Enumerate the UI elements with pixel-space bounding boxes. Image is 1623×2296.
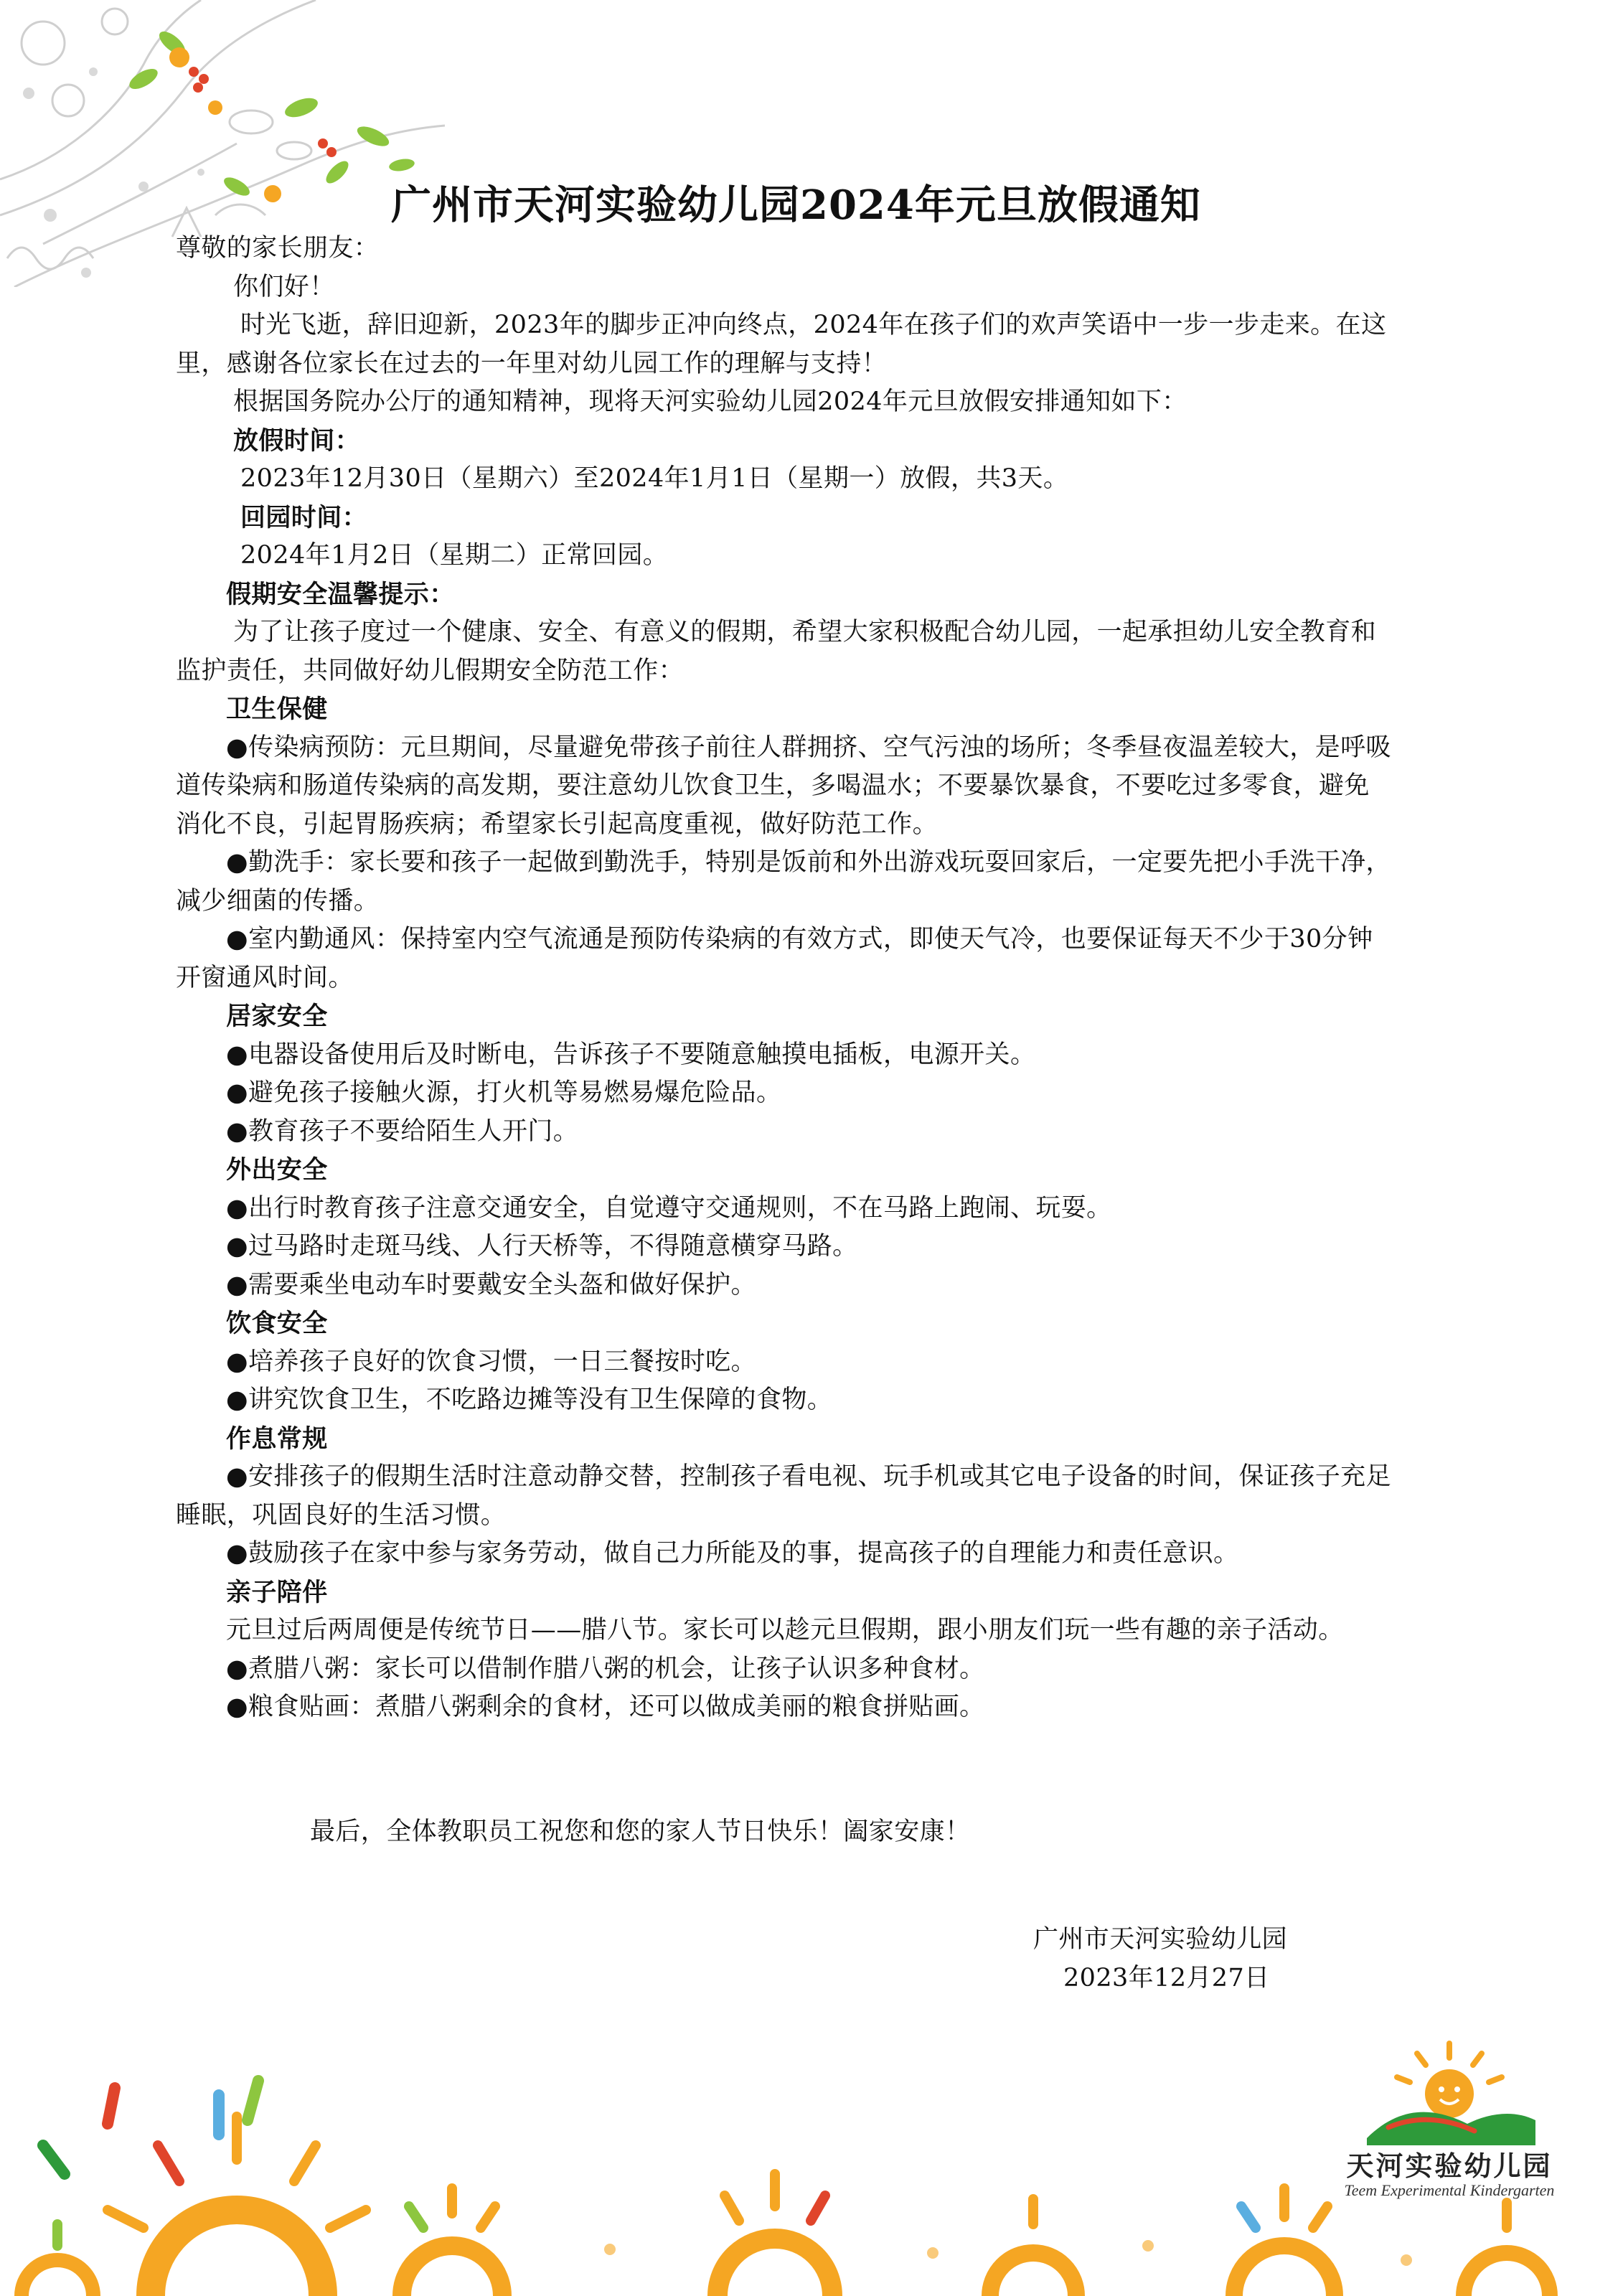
signature-org: 广州市天河实验幼儿园 [1033, 1925, 1288, 1954]
section-heading-home: 居家安全 [226, 1002, 328, 1031]
list-item: ●培养孩子良好的饮食习惯，一日三餐按时吃。 [226, 1347, 756, 1376]
notice-title: 广州市天河实验幼儿园2024年元旦放假通知 [391, 182, 1201, 229]
list-item: ●煮腊八粥：家长可以借制作腊八粥的机会，让孩子认识多种食材。 [226, 1654, 985, 1683]
safety-intro-line: 为了让孩子度过一个健康、安全、有意义的假期，希望大家积极配合幼儿园，一起承担幼儿安全教育和 [233, 618, 1377, 646]
section-heading-health: 卫生保健 [226, 695, 328, 724]
list-item: ●电器设备使用后及时断电，告诉孩子不要随意触摸电插板，电源开关。 [226, 1040, 1036, 1069]
list-item-continuation: 睡眠，巩固良好的生活习惯。 [176, 1500, 507, 1530]
list-item: ●过马路时走斑马线、人行天桥等，不得随意横穿马路。 [226, 1232, 858, 1261]
return-time-detail: 2024年1月2日（星期二）正常回园。 [240, 541, 669, 570]
list-item: ●避免孩子接触火源，打火机等易燃易爆危险品。 [226, 1078, 782, 1107]
list-item: ●室内勤通风：保持室内空气流通是预防传染病的有效方式，即使天气冷，也要保证每天不少于30分钟 [226, 925, 1373, 954]
list-item: ●鼓励孩子在家中参与家务劳动，做自己力所能及的事，提高孩子的自理能力和责任意识。 [226, 1539, 1239, 1568]
family-intro: 元旦过后两周便是传统节日——腊八节。家长可以趁元旦假期，跟小朋友们玩一些有趣的亲子活动。 [226, 1616, 1344, 1645]
intro-paragraph-line: 时光飞逝，辞旧迎新，2023年的脚步正冲向终点，2024年在孩子们的欢声笑语中一步一步走来。在这 [240, 311, 1387, 339]
return-time-heading: 回园时间： [240, 502, 368, 532]
list-item: ●出行时教育孩子注意交通安全，自觉遵守交通规则，不在马路上跑闹、玩耍。 [226, 1193, 1112, 1223]
list-item: ●需要乘坐电动车时要戴安全头盔和做好保护。 [226, 1270, 756, 1299]
notice-basis: 根据国务院办公厅的通知精神，现将天河实验幼儿园2024年元旦放假安排通知如下： [233, 387, 1187, 416]
list-item: ●传染病预防：元旦期间，尽量避免带孩子前往人群拥挤、空气污浊的场所；冬季昼夜温差较大，是呼吸 [226, 733, 1391, 762]
bottom-sun-decoration [0, 2066, 1623, 2296]
signature-block [1033, 1920, 1320, 1998]
safety-tips-heading: 假期安全温馨提示： [226, 579, 455, 609]
list-item: ●粮食贴画：煮腊八粥剩余的食材，还可以做成美丽的粮食拼贴画。 [226, 1693, 985, 1721]
closing-wishes: 最后，全体教职员工祝您和您的家人节日快乐！阖家安康！ [310, 1817, 971, 1846]
section-heading-routine: 作息常规 [226, 1424, 328, 1454]
list-item-continuation: 道传染病和肠道传染病的高发期，要注意幼儿饮食卫生，多喝温水；不要暴饮暴食，不要吃过多零食，避免 [176, 771, 1370, 800]
list-item: ●讲究饮食卫生，不吃路边摊等没有卫生保障的食物。 [226, 1385, 833, 1414]
section-heading-diet: 饮食安全 [226, 1309, 328, 1338]
holiday-time-detail: 2023年12月30日（星期六）至2024年1月1日（星期一）放假，共3天。 [240, 464, 1069, 493]
section-heading-outing: 外出安全 [226, 1155, 328, 1185]
notice-body [176, 230, 1449, 1727]
intro-paragraph-line: 里，感谢各位家长在过去的一年里对幼儿园工作的理解与支持！ [176, 349, 888, 378]
list-item-continuation: 消化不良，引起胃肠疾病；希望家长引起高度重视，做好防范工作。 [176, 809, 938, 839]
logo-name-en: Teem Experimental Kindergarten [1344, 2181, 1555, 2199]
list-item: ●教育孩子不要给陌生人开门。 [226, 1116, 579, 1146]
section-heading-family: 亲子陪伴 [226, 1577, 328, 1607]
list-item-continuation: 减少细菌的传播。 [176, 886, 380, 916]
list-item: ●勤洗手：家长要和孩子一起做到勤洗手，特别是饭前和外出游戏玩耍回家后，一定要先把小手洗干净， [226, 848, 1391, 877]
logo-name-cn: 天河实验幼儿园 [1346, 2150, 1553, 2182]
signature-date: 2023年12月27日 [1063, 1964, 1270, 1992]
salutation: 尊敬的家长朋友： [176, 234, 380, 263]
list-item-continuation: 开窗通风时间。 [176, 963, 354, 992]
safety-intro-line: 监护责任，共同做好幼儿假期安全防范工作： [176, 656, 685, 685]
holiday-time-heading: 放假时间： [233, 425, 361, 456]
greeting: 你们好！ [233, 272, 335, 301]
list-item: ●安排孩子的假期生活时注意动静交替，控制孩子看电视、玩手机或其它电子设备的时间，保证孩子充足 [226, 1462, 1391, 1491]
